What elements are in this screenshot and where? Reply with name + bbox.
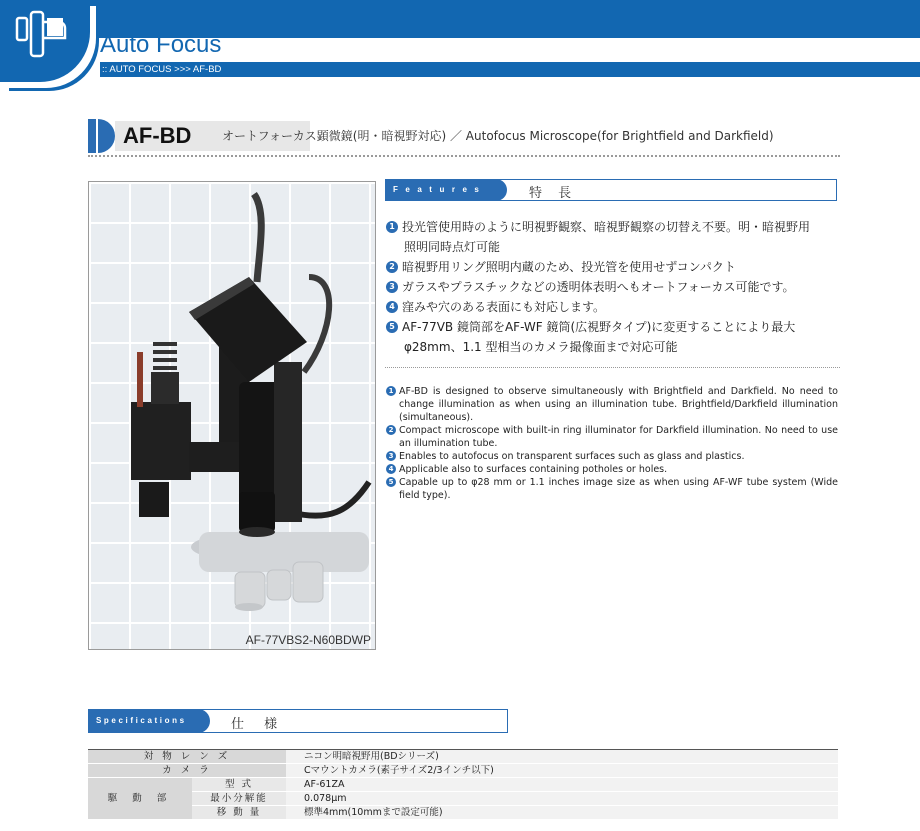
photo-caption: AF-77VBS2-N60BDWP — [245, 633, 371, 647]
title-accent-bar — [88, 119, 96, 153]
header-logo-tab — [0, 0, 90, 82]
title-accent-half-circle — [98, 119, 115, 153]
spec-table — [88, 749, 838, 820]
number-badge: 4 — [386, 301, 398, 313]
product-title-row — [88, 117, 840, 157]
list-item — [386, 297, 841, 317]
feature-text-en: Compact microscope with built-in ring illuminator for Darkfield illumination. No need to use an illumination tube. — [399, 425, 838, 449]
list-item — [386, 463, 838, 476]
spec-sub-label: 型 式 — [192, 778, 286, 792]
table-row — [88, 750, 838, 764]
features-jp-list — [386, 217, 841, 357]
table-row — [88, 792, 838, 806]
feature-text-en: Capable up to φ28 mm or 1.1 inches image size as when using AF-WF tube system (Wide field type). — [399, 477, 838, 501]
page-title: Auto Focus — [100, 31, 222, 58]
feature-text-en: Enables to autofocus on transparent surfaces such as glass and plastics. — [399, 451, 745, 462]
specifications-label-jp: 仕 様 — [231, 717, 286, 732]
feature-text: 窪みや穴のある表面にも対応します。 — [402, 300, 606, 314]
feature-text-cont: φ28mm、1.1 型相当のカメラ撮像面まで対応可能 — [404, 340, 678, 354]
feature-text-en: Applicable also to surfaces containing potholes or holes. — [399, 464, 668, 475]
number-badge: 1 — [386, 221, 398, 233]
spec-value: ニコン明暗視野用(BDシリーズ) — [286, 750, 838, 764]
spec-value: Cマウントカメラ(素子サイズ2/3インチ以下) — [286, 764, 838, 778]
features-dotted-divider — [385, 367, 840, 368]
microscope-illustration — [89, 182, 376, 650]
spec-label: カ メ ラ — [88, 764, 286, 778]
product-photo — [88, 181, 376, 650]
list-item — [386, 424, 838, 450]
feature-text: AF-77VB 鏡筒部をAF-WF 鏡筒(広視野タイプ)に変更することにより最大 — [402, 320, 796, 334]
list-item — [386, 277, 841, 297]
table-row — [88, 764, 838, 778]
number-badge: 2 — [386, 261, 398, 273]
spec-sub-label: 最小分解能 — [192, 792, 286, 806]
spec-value: 標準4mm(10mmまで設定可能) — [286, 806, 838, 820]
features-label-jp: 特 長 — [529, 186, 578, 201]
product-code: AF-BD — [115, 121, 310, 151]
number-badge: 5 — [386, 321, 398, 333]
list-item — [386, 217, 841, 257]
number-badge: 1 — [386, 386, 396, 396]
number-badge: 3 — [386, 281, 398, 293]
features-label: Features — [385, 179, 507, 201]
feature-text-cont: 照明同時点灯可能 — [404, 240, 501, 254]
spec-label: 対 物 レ ン ズ — [88, 750, 286, 764]
table-row — [88, 806, 838, 820]
feature-text: ガラスやプラスチックなどの透明体表明へもオートフォーカス可能です。 — [402, 280, 795, 294]
list-item — [386, 385, 838, 424]
list-item — [386, 317, 841, 357]
number-badge: 3 — [386, 451, 396, 461]
feature-text-en: AF-BD is designed to observe simultaneously with Brightfield and Darkfield. No need to change illumination as when using an illumination tube. Brightfield/Darkfield illumination (simultaneous). — [399, 386, 838, 423]
spec-group-label: 駆 動 部 — [88, 778, 192, 820]
specifications-label: Specifications — [88, 709, 210, 733]
number-badge: 5 — [386, 477, 396, 487]
title-dotted-divider — [88, 155, 840, 157]
table-row — [88, 778, 838, 792]
breadcrumb: :: AUTO FOCUS >>> AF-BD — [100, 62, 920, 77]
specifications-header — [88, 709, 508, 733]
list-item — [386, 257, 841, 277]
spec-value: 0.078μm — [286, 792, 838, 806]
feature-text: 投光管使用時のように明視野観察、暗視野観察の切替え不要。明・暗視野用 — [402, 220, 811, 234]
number-badge: 2 — [386, 425, 396, 435]
list-item — [386, 476, 838, 502]
product-subtitle: オートフォーカス顕微鏡(明・暗視野対応) ／ Autofocus Microscope(for Brightfield and Darkfield) — [222, 129, 774, 143]
list-item — [386, 450, 838, 463]
spec-value: AF-61ZA — [286, 778, 838, 792]
spec-sub-label: 移 動 量 — [192, 806, 286, 820]
features-en-list — [386, 385, 838, 502]
microscope-logo-icon — [14, 8, 70, 68]
features-header — [385, 179, 837, 201]
feature-text: 暗視野用リング照明内蔵のため、投光管を使用せずコンパクト — [402, 260, 736, 274]
number-badge: 4 — [386, 464, 396, 474]
